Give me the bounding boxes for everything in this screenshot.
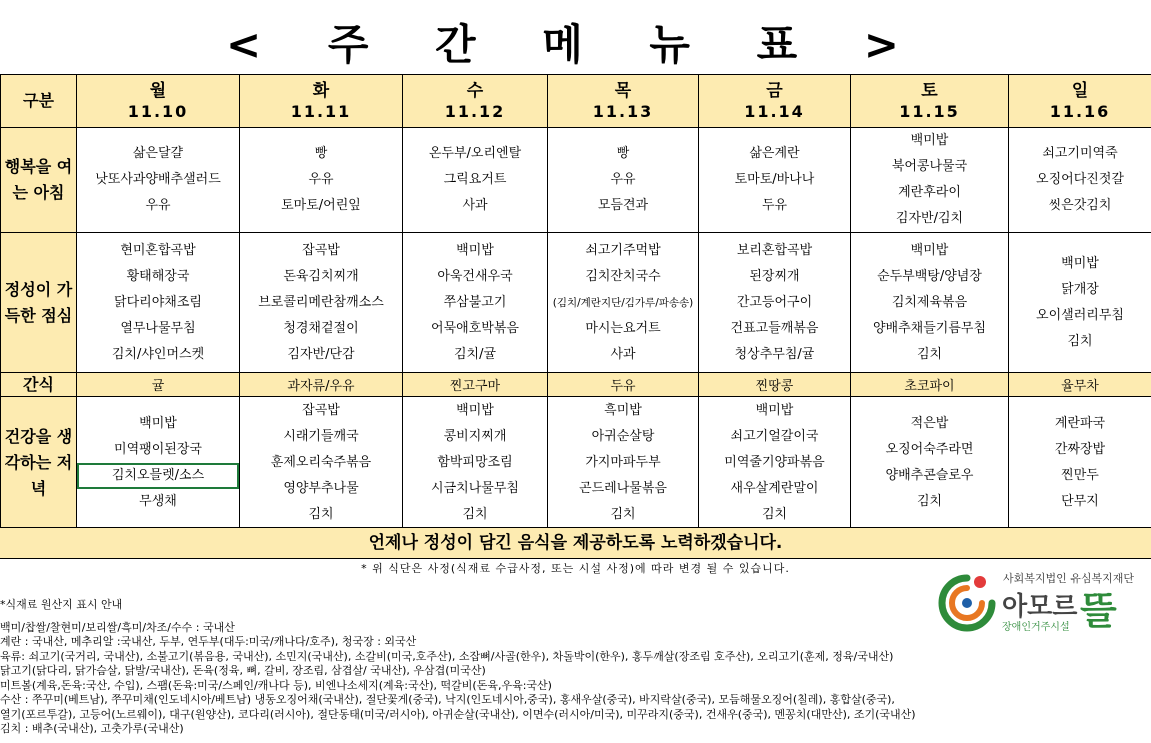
breakfast-cell-thu[interactable] [548, 128, 699, 233]
menu-item: 김치 [1067, 333, 1093, 349]
logo-subtitle: 장애인거주시설 [1002, 622, 1070, 633]
lunch-cell-sun[interactable] [1009, 233, 1151, 373]
menu-item: 닭다리야채조림 [114, 294, 202, 310]
origin-line: 수산 : 쭈꾸미(베트남), 쭈꾸미채(인도네시아/베트남) 냉동오징어채(국내산), 절단꽃게(중국), 낙지(인도네시아,중국), 홍새우살(중국), 바지락살(중국), 모듬해물오징어(칠레), 홍합살(중국), [0, 693, 895, 706]
menu-item: 미역줄기양파볶음 [724, 454, 825, 470]
snack-label: 간식 [1, 373, 77, 397]
page-title: < 주 간 메 뉴 표 > [226, 20, 925, 69]
menu-item: 김자반/단감 [287, 346, 355, 362]
menu-item: 빵 [616, 146, 630, 161]
menu-item: 간짜장밥 [1054, 441, 1106, 457]
menu-item: 김치/샤인머스켓 [111, 346, 205, 362]
day-date: 11.15 [899, 102, 960, 121]
menu-item: 북어콩나물국 [891, 159, 968, 174]
menu-item: 어묵애호박볶음 [431, 320, 519, 336]
day-date: 11.14 [744, 102, 805, 121]
menu-item: 계란후라이 [898, 185, 961, 200]
menu-item: 토마토/어린잎 [281, 198, 361, 213]
menu-item: 양배추콘슬로우 [885, 467, 974, 483]
menu-item: 빵 [314, 146, 328, 161]
menu-item: 김자반/김치 [895, 211, 964, 226]
menu-item: 김치 [916, 346, 943, 362]
menu-item: 그릭요거트 [443, 172, 507, 187]
breakfast-cell-wed[interactable] [403, 128, 548, 233]
day-header-mon[interactable] [77, 75, 240, 128]
selected-cell-item[interactable]: 김치오믈렛/소스 [77, 463, 239, 489]
snack-cell-tue[interactable]: 과자류/우유 [240, 373, 403, 397]
lunch-cell-wed[interactable] [403, 233, 548, 373]
lunch-label: 정성이 가득한 점심 [1, 233, 77, 373]
menu-item: 영양부추나물 [283, 480, 359, 496]
logo-name: 아모르 [1002, 592, 1078, 622]
day-name: 토 [921, 81, 938, 101]
menu-item: 백미밥 [910, 133, 949, 148]
menu-item: 김치제육볶음 [891, 294, 968, 310]
menu-item: 김치 [761, 506, 788, 522]
breakfast-cell-fri[interactable] [699, 128, 851, 233]
menu-item: 아귀순살탕 [591, 428, 655, 444]
menu-item: 우유 [308, 172, 334, 187]
origin-line: 김치 : 배추(국내산), 고춧가루(국내산) [0, 722, 184, 735]
menu-item: 온두부/오리엔탈 [428, 146, 522, 161]
menu-item: 쇠고기얼갈이국 [730, 428, 819, 444]
menu-item: 콩비지찌개 [443, 428, 507, 444]
breakfast-cell-sat[interactable] [851, 128, 1009, 233]
menu-item: 청경채겉절이 [283, 320, 359, 336]
menu-item: 찐만두 [1061, 467, 1099, 483]
logo-org-text: 사회복지법인 유심복지재단 [1003, 572, 1135, 585]
logo-brand: 뜰 [1080, 589, 1117, 633]
menu-item: 백미밥 [910, 242, 949, 258]
day-header-wed[interactable] [403, 75, 548, 128]
menu-item: 보리혼합곡밥 [736, 242, 813, 258]
menu-item: 김치잔치국수 [585, 268, 661, 284]
origin-info [0, 598, 940, 737]
weekly-menu-table [0, 74, 1151, 529]
day-name: 월 [149, 81, 167, 101]
breakfast-cell-mon[interactable] [77, 128, 240, 233]
menu-item: 계란파국 [1054, 415, 1106, 431]
menu-item: 사과 [462, 198, 488, 213]
menu-item: 토마토/바나나 [734, 172, 815, 187]
dinner-cell-fri[interactable] [699, 397, 851, 529]
dinner-label: 건강을 생각하는 저녁 [1, 397, 77, 529]
menu-item: 황태해장국 [126, 268, 190, 284]
menu-item: 모듬견과 [597, 198, 649, 213]
menu-item: 백미밥 [456, 242, 494, 258]
menu-item: 시금치나물무침 [431, 480, 519, 496]
menu-item: 우유 [610, 172, 636, 187]
menu-item: 오이샐러리무침 [1036, 307, 1124, 323]
menu-item: 돈육김치찌개 [283, 268, 359, 284]
menu-item: 가지마파두부 [585, 454, 661, 470]
dinner-cell-sun[interactable] [1009, 397, 1151, 529]
snack-cell-mon[interactable]: 귤 [77, 373, 240, 397]
menu-item: 청상추무침/귤 [734, 346, 815, 362]
dinner-cell-mon[interactable] [77, 397, 240, 529]
menu-item: 백미밥 [456, 402, 494, 418]
day-name: 화 [312, 81, 330, 101]
menu-item: 시래기들깨국 [283, 428, 359, 444]
dinner-cell-tue[interactable] [240, 397, 403, 529]
menu-item: 흑미밥 [604, 402, 642, 418]
menu-item: 간고등어구이 [736, 294, 813, 310]
menu-item: 김치/귤 [453, 346, 497, 362]
header-label: 구분 [1, 75, 77, 128]
logo-mark-icon [936, 572, 998, 634]
menu-item: 함박피망조림 [437, 454, 513, 470]
day-header-sat[interactable] [851, 75, 1009, 128]
lunch-cell-sat[interactable] [851, 233, 1009, 373]
menu-item: 마시는요거트 [585, 320, 661, 336]
day-header-fri[interactable] [699, 75, 851, 128]
menu-item: 단무지 [1061, 493, 1099, 509]
snack-cell-sat[interactable]: 초코파이 [851, 373, 1009, 397]
menu-item: 김치 [610, 506, 636, 522]
menu-item: 잡곡밥 [302, 402, 340, 418]
dinner-cell-wed[interactable] [403, 397, 548, 529]
menu-item: 건표고들깨볶음 [730, 320, 819, 336]
day-name: 목 [614, 81, 632, 101]
origin-line: 미트볼(계육,돈육:국산, 수입), 스팸(돈육:미국/스페인/캐나다 등), 비엔나소세지(계육:국산), 떡갈비(돈육,우육:국산) [0, 678, 552, 692]
menu-item: 두유 [761, 198, 788, 213]
day-date: 11.11 [290, 102, 352, 121]
day-name: 금 [766, 81, 783, 101]
menu-item: 아욱건새우국 [437, 268, 513, 284]
menu-item: 쇠고기주먹밥 [585, 242, 661, 258]
day-date: 11.16 [1049, 102, 1111, 121]
menu-item: 훈제오리숙주볶음 [270, 454, 372, 470]
menu-item: 쭈삼불고기 [443, 294, 507, 310]
snack-cell-thu[interactable]: 두유 [548, 373, 699, 397]
menu-item: 곤드레나물볶음 [579, 480, 667, 496]
menu-item: 삶은계란 [749, 146, 800, 161]
menu-item: 사과 [610, 346, 636, 362]
menu-item: 오징어다진젓갈 [1036, 172, 1124, 187]
dinner-cell-sat[interactable] [851, 397, 1009, 529]
origin-line: 닭고기(닭다리, 닭가슴살, 닭발/국내산), 돈육(정육, 뼈, 갈비, 장조림, 삼겹살/ 국내산), 우삼겹(미국산) [0, 664, 486, 677]
menu-item: 오징어숙주라면 [885, 441, 974, 457]
slogan-banner: 언제나 정성이 담긴 음식을 제공하도록 노력하겠습니다. [0, 527, 1151, 559]
menu-item: 김치 [462, 506, 488, 522]
change-notice: * 위 식단은 사정(식재료 수급사정, 또는 시설 사정)에 따라 변경 될 수 있습니다. [361, 562, 790, 575]
menu-item: 새우살계란말이 [730, 480, 819, 496]
menu-item: 우유 [145, 198, 171, 213]
day-name: 수 [466, 81, 484, 101]
day-name: 일 [1071, 81, 1089, 101]
day-date: 11.13 [592, 102, 654, 121]
menu-item: 김치 [308, 506, 334, 522]
menu-item: 열무나물무침 [120, 320, 196, 336]
menu-item: 백미밥 [1061, 255, 1099, 271]
menu-item: 순두부백탕/양념장 [877, 268, 982, 284]
lunch-cell-fri[interactable] [699, 233, 851, 373]
lunch-cell-mon[interactable] [77, 233, 240, 373]
menu-item: 브로콜리메란참깨소스 [258, 294, 384, 310]
lunch-cell-tue[interactable] [240, 233, 403, 373]
organization-logo [930, 568, 1145, 640]
menu-item: 씻은갓김치 [1048, 198, 1112, 213]
origin-line: *식재료 원산지 표시 안내 [0, 598, 123, 611]
breakfast-cell-tue[interactable] [240, 128, 403, 233]
day-date: 11.10 [127, 102, 189, 121]
menu-item: 김치 [916, 493, 943, 509]
menu-item: (김치/계란지단/김가루/파송송) [552, 296, 694, 309]
origin-line: 백미/찹쌀/찰현미/보리쌀/흑미/차조/수수 : 국내산 [0, 620, 235, 634]
menu-item: 적은밥 [910, 415, 949, 431]
snack-cell-sun[interactable]: 율무차 [1009, 373, 1151, 397]
menu-item: 낫또사과양배추샐러드 [95, 172, 221, 187]
menu-item: 삶은달걀 [132, 146, 184, 161]
origin-line: 계란 : 국내산, 메추리알 :국내산, 두부, 연두부(대두:미국/캐나다/호주), 청국장 : 외국산 [0, 635, 417, 648]
breakfast-label: 행복을 여는 아침 [1, 128, 77, 233]
menu-item: 닭개장 [1061, 281, 1099, 297]
origin-line [0, 613, 940, 621]
menu-item: 무생채 [139, 493, 177, 509]
breakfast-cell-sun[interactable] [1009, 128, 1151, 233]
menu-item: 양배추채들기름무침 [872, 320, 987, 336]
snack-cell-fri[interactable]: 찐땅콩 [699, 373, 851, 397]
menu-item: 백미밥 [755, 402, 794, 418]
day-header-thu[interactable] [548, 75, 699, 128]
menu-item: 미역팽이된장국 [114, 441, 202, 457]
lunch-cell-thu[interactable] [548, 233, 699, 373]
menu-item: 현미혼합곡밥 [120, 242, 196, 258]
origin-line: 육류: 쇠고기(국거리, 국내산), 소불고기(볶음용, 국내산), 소민지(국내산), 소갈비(미국,호주산), 소잡뼈/사골(한우), 차돌박이(한우), 홍두깨살(장조림 호주산), 오리고기(훈제, 정육/국내산) [0, 649, 894, 663]
origin-line: 열기(포르투갈), 고등어(노르웨이), 대구(원양산), 코다리(러시아), 절단동태(미국/러시아), 아귀순살(국내산), 이면수(러시아/미국), 미꾸라지(중국), 건새우(중국), 멘꽁치(대만산), 조기(국내산) [0, 707, 916, 721]
dinner-cell-thu[interactable] [548, 397, 699, 529]
day-date: 11.12 [444, 102, 506, 121]
menu-item: 된장찌개 [749, 268, 800, 284]
snack-cell-wed[interactable]: 찐고구마 [403, 373, 548, 397]
day-header-sun[interactable] [1009, 75, 1151, 128]
menu-item: 잡곡밥 [302, 242, 340, 258]
menu-item: 쇠고기미역죽 [1042, 146, 1118, 161]
day-header-tue[interactable] [240, 75, 403, 128]
menu-item: 백미밥 [139, 415, 177, 431]
